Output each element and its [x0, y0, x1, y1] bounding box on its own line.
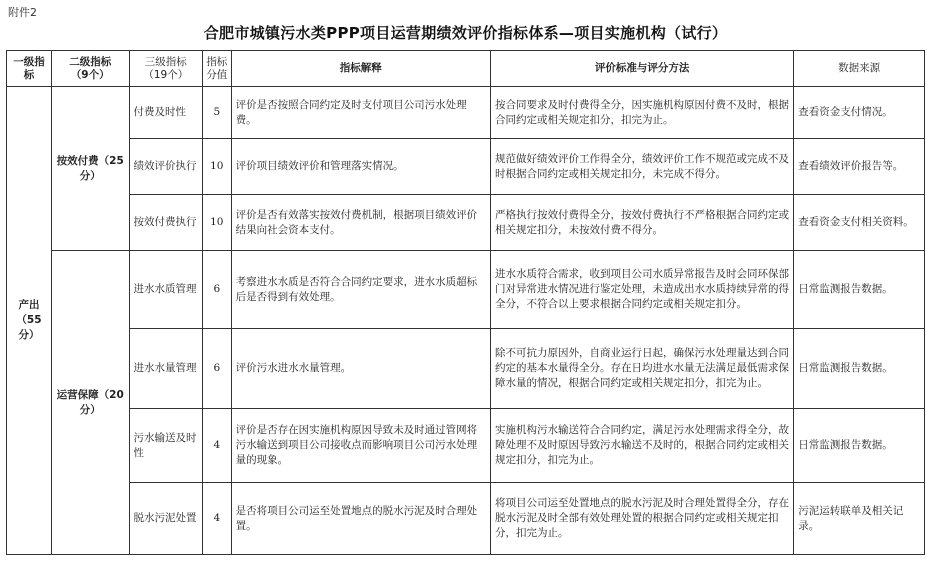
explanation-cell: 评价项目绩效评价和管理落实情况。: [231, 139, 490, 195]
table-row: [7, 251, 925, 329]
explanation-cell: 评价污水进水水量管理。: [231, 329, 490, 409]
source-cell: 污泥运转联单及相关记录。: [794, 483, 925, 555]
explanation-cell: 评价是否有效落实按效付费机制，根据项目绩效评价结果向社会资本支付。: [231, 195, 490, 251]
source-cell: 日常监测报告数据。: [794, 409, 925, 483]
criteria-cell: 实施机构污水输送符合合同约定，满足污水处理需求得全分，故障处理不及时原因导致污水输送不及时的，根据合同约定或相关规定扣分，扣完为止。: [490, 409, 793, 483]
header-row: [7, 51, 925, 87]
level3-cell: 进水水质管理: [129, 251, 203, 329]
level3-cell: 按效付费执行: [129, 195, 203, 251]
score-cell: 10: [203, 139, 232, 195]
level3-cell: 付费及时性: [129, 87, 203, 139]
indicator-table: [6, 50, 925, 555]
table-row: [7, 87, 925, 139]
criteria-cell: 规范做好绩效评价工作得全分，绩效评价工作不规范或完成不及时根据合同约定或相关规定扣分，未完成不得分。: [490, 139, 793, 195]
level3-cell: 绩效评价执行: [129, 139, 203, 195]
source-cell: 日常监测报告数据。: [794, 251, 925, 329]
table-row: [7, 195, 925, 251]
score-cell: 4: [203, 483, 232, 555]
header-score: 指标 分值: [203, 51, 232, 87]
explanation-cell: 评价是否存在因实施机构原因导致未及时通过管网将污水输送到项目公司接收点而影响项目公司污水处理量的现象。: [231, 409, 490, 483]
score-cell: 10: [203, 195, 232, 251]
score-cell: 6: [203, 251, 232, 329]
attachment-label: 附件2: [8, 6, 37, 19]
score-cell: 4: [203, 409, 232, 483]
score-cell: 5: [203, 87, 232, 139]
level2-cell: 按效付费（25分）: [51, 87, 129, 251]
header-source: 数据来源: [794, 51, 925, 87]
criteria-cell: 严格执行按效付费得全分，按效付费执行不严格根据合同约定或相关规定扣分，未按效付费不得分。: [490, 195, 793, 251]
score-cell: 6: [203, 329, 232, 409]
header-level1: 一级指标: [7, 51, 52, 87]
table-row: [7, 139, 925, 195]
criteria-cell: 进水水质符合需求，收到项目公司水质异常报告及时会同环保部门对异常进水情况进行鉴定处理，未造成出水水质持续异常的得全分，不符合以上要求根据合同约定或相关规定扣分。: [490, 251, 793, 329]
header-level3: 三级指标 （19个）: [129, 51, 203, 87]
source-cell: 日常监测报告数据。: [794, 329, 925, 409]
explanation-cell: 评价是否按照合同约定及时支付项目公司污水处理费。: [231, 87, 490, 139]
criteria-cell: 按合同要求及时付费得全分，因实施机构原因付费不及时，根据合同约定或相关规定扣分，扣完为止。: [490, 87, 793, 139]
source-cell: 查看资金支付相关资料。: [794, 195, 925, 251]
table-row: [7, 409, 925, 483]
source-cell: 查看资金支付情况。: [794, 87, 925, 139]
criteria-cell: 将项目公司运至处置地点的脱水污泥及时合理处置得全分，存在脱水污泥及时全部有效处理处置的根据合同约定或相关规定扣分，扣完为止。: [490, 483, 793, 555]
page-title: 合肥市城镇污水类PPP项目运营期绩效评价指标体系—项目实施机构（试行）: [203, 24, 728, 42]
table-row: [7, 483, 925, 555]
level1-cell: 产出（55分）: [7, 87, 52, 555]
source-cell: 查看绩效评价报告等。: [794, 139, 925, 195]
header-level2: 二级指标 （9个）: [51, 51, 129, 87]
header-explanation: 指标解释: [231, 51, 490, 87]
table-row: [7, 329, 925, 409]
criteria-cell: 除不可抗力原因外，自商业运行日起，确保污水处理量达到合同约定的基本水量得全分。存在日均进水水量无法满足最低需求保障水量的情况，根据合同约定或相关规定扣分，扣完为止。: [490, 329, 793, 409]
explanation-cell: 考察进水水质是否符合合同约定要求，进水水质超标后是否得到有效处理。: [231, 251, 490, 329]
explanation-cell: 是否将项目公司运至处置地点的脱水污泥及时合理处置。: [231, 483, 490, 555]
level3-cell: 脱水污泥处置: [129, 483, 203, 555]
level3-cell: 进水水量管理: [129, 329, 203, 409]
level3-cell: 污水输送及时性: [129, 409, 203, 483]
header-criteria: 评价标准与评分方法: [490, 51, 793, 87]
level2-cell: 运营保障（20分）: [51, 251, 129, 555]
